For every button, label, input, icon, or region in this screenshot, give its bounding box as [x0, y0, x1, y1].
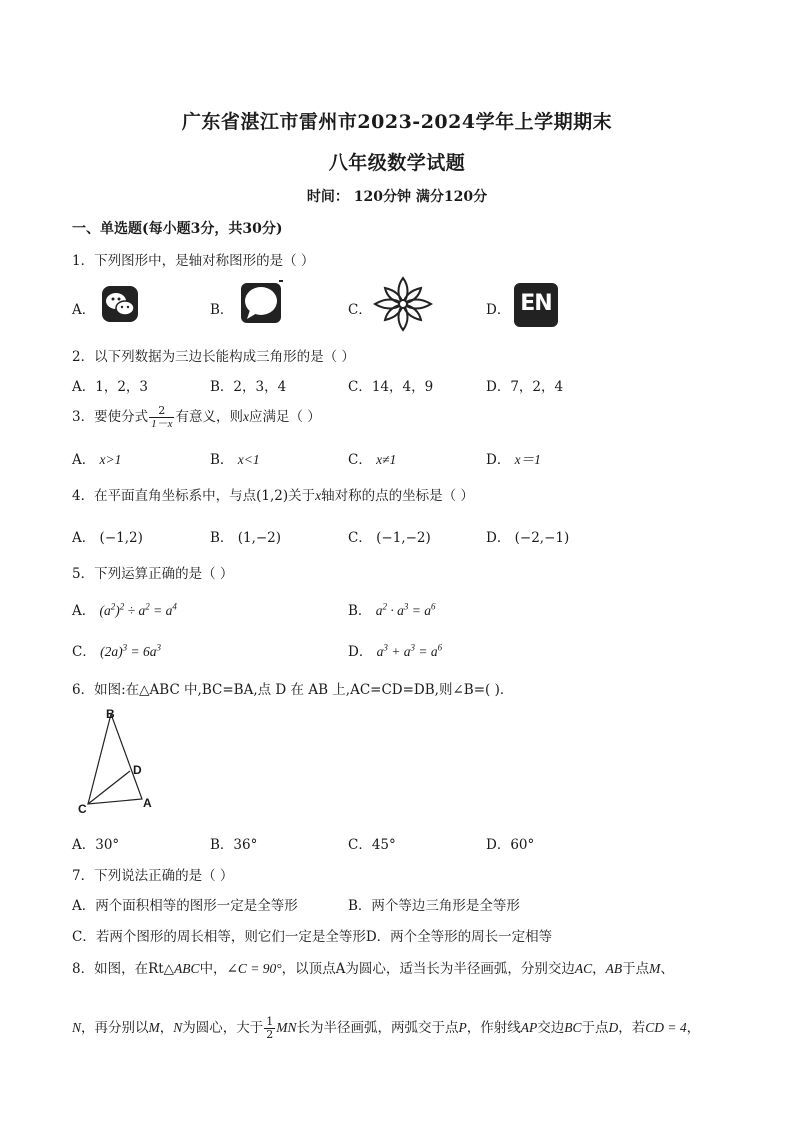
q4-option-b	[210, 526, 281, 546]
q4-option-c-letter: C．	[348, 530, 372, 546]
q6-option-d: D．60°	[486, 837, 535, 853]
q1-option-c: C．	[348, 302, 372, 318]
q2-stem: 2．以下列数据为三边长能构成三角形的是（ ）	[72, 349, 355, 365]
q8-l2-q: CD = 4	[645, 1020, 687, 1035]
q1-stem: 1．下列图形中，是轴对称图形的是（ ）	[72, 253, 315, 269]
q4-option-b-math: (1,−2)	[237, 530, 282, 546]
q4-option-c-math: (−1,−2)	[376, 530, 431, 546]
q8-l2-l: 交边	[537, 1020, 565, 1036]
section-title: 一、单选题(每小题3分，共30分)	[72, 221, 283, 237]
q3-fraction	[149, 405, 174, 430]
en-icon-text: EN	[520, 291, 552, 316]
q3-stem	[72, 405, 321, 430]
q2-option-b: B．2，3，4	[210, 379, 287, 395]
q3-frac-num: 2	[149, 405, 174, 418]
q3-stem-mid: 有意义，则	[175, 409, 243, 425]
q5-option-d-math: $a^3 + a^3 = a^6$	[376, 642, 443, 659]
q8-fraction	[264, 1016, 275, 1041]
q5-option-c-math: $(2a)^3 = 6a^3$	[100, 642, 162, 659]
q8-l2-c: M	[148, 1020, 160, 1035]
exam-subtitle: 八年级数学试题	[328, 152, 466, 174]
q4-option-a	[72, 526, 143, 546]
q1-option-b: B．	[210, 302, 234, 318]
label-a: A	[143, 796, 152, 810]
q3-stem-pre: 3．要使分式	[72, 409, 149, 425]
q5-option-c	[72, 640, 161, 660]
q5-option-d	[348, 640, 442, 660]
q8-l2-i: P	[458, 1020, 467, 1035]
q8-l2-b: ，再分别以	[81, 1020, 149, 1036]
q8-l2-d: ，	[159, 1020, 174, 1036]
q8-l1-h: AB	[605, 961, 623, 976]
q3-option-b-letter: B．	[210, 452, 234, 468]
q8-l2-e: N	[173, 1020, 183, 1035]
q4-option-c	[348, 526, 431, 546]
q4-stem-pre: 4．在平面直角坐标系中，与点	[72, 488, 257, 504]
q2-option-c: C．14，4，9	[348, 379, 434, 395]
q5-option-a	[72, 599, 177, 619]
q5-option-a-letter: A．	[72, 603, 96, 619]
q8-l2-r: ，	[686, 1020, 701, 1036]
q8-l2-m: BC	[564, 1020, 582, 1035]
q3-var: x	[242, 409, 249, 424]
q8-line2	[72, 1016, 700, 1041]
q4-option-a-math: (−1,2)	[99, 530, 143, 546]
exam-meta: 时间： 120分钟 满分120分	[306, 189, 488, 205]
q3-option-b	[210, 448, 260, 468]
q8-l1-e: ，以顶点A为圆心，适当长为半径画弧，分别交边	[281, 961, 575, 977]
q8-frac-den: 2	[266, 1028, 274, 1041]
q3-frac-den: 1－x	[151, 418, 173, 430]
q8-l2-h: 长为半径画弧，两弧交于点	[296, 1020, 459, 1036]
q2-option-d: D．7，2，4	[486, 379, 564, 395]
chat-bubble-icon	[238, 280, 284, 326]
q3-option-d	[486, 448, 541, 468]
q3-option-c	[348, 448, 396, 468]
q8-l1-c: 中，	[199, 961, 227, 977]
q8-l2-f: 为圆心，大于	[182, 1020, 264, 1036]
q8-l1-j: M	[649, 961, 661, 976]
q8-l2-n: 于点	[581, 1020, 609, 1036]
q5-option-d-letter: D．	[348, 644, 373, 660]
q5-option-b	[348, 599, 435, 619]
q7-stem: 7．下列说法正确的是（ ）	[72, 868, 234, 884]
q8-l1-b: ABC	[174, 961, 200, 976]
q8-l1-f: AC	[574, 961, 593, 976]
q5-stem: 5．下列运算正确的是（ ）	[72, 566, 234, 582]
q8-l1-a: 8．如图，在Rt△	[72, 961, 175, 977]
q4-option-a-letter: A．	[72, 530, 96, 546]
q8-line1	[72, 957, 674, 977]
q5-option-c-letter: C．	[72, 644, 96, 660]
q5-option-b-letter: B．	[348, 603, 372, 619]
q3-stem-post: 应满足（ ）	[248, 409, 321, 425]
q4-option-b-letter: B．	[210, 530, 234, 546]
q5-option-a-math: $(a^2)^2 \div a^2 = a^4$	[99, 601, 177, 618]
q3-option-a	[72, 448, 121, 468]
q3-option-b-math: x<1	[237, 452, 260, 467]
q6-option-a: A．30°	[72, 837, 120, 853]
q5-option-b-math: $a^2 \cdot a^3 = a^6$	[375, 601, 436, 618]
en-icon	[514, 283, 558, 327]
q7-option-c	[72, 925, 552, 945]
q6-stem: 6．如图:在△ABC 中,BC=BA,点 D 在 AB 上,AC=CD=DB,则∠B=( )．	[72, 682, 514, 698]
q8-l2-j: ，作射线	[466, 1020, 521, 1036]
wechat-icon	[100, 284, 140, 324]
q8-l1-g: ，	[592, 961, 606, 977]
q3-option-c-math: x≠1	[376, 452, 397, 467]
q4-var: x	[315, 488, 322, 503]
q8-l1-k: 、	[660, 961, 674, 977]
exam-title: 广东省湛江市雷州市2023-2024学年上学期期末	[181, 111, 613, 133]
q2-option-a: A．1，2，3	[72, 379, 149, 395]
q6-option-b: B．36°	[210, 837, 258, 853]
q4-option-d	[486, 526, 569, 546]
q3-option-d-math: x＝1	[514, 452, 541, 467]
q3-option-a-math: x>1	[99, 452, 122, 467]
q7-option-a: A．两个面积相等的图形一定是全等形	[72, 898, 298, 914]
q7-option-b: B．两个等边三角形是全等形	[348, 898, 520, 914]
q8-l2-k: AP	[520, 1020, 538, 1035]
label-d: D	[133, 763, 142, 777]
q8-l2-o: D	[608, 1020, 619, 1035]
q4-option-d-math: (−2,−1)	[514, 530, 570, 546]
q7-option-c-text: C．若两个图形的周长相等，则它们一定是全等形	[72, 929, 366, 945]
q8-l2-g: MN	[276, 1020, 297, 1035]
q8-l1-d: ∠C = 90°	[226, 961, 282, 976]
q8-l1-i: 于点	[622, 961, 650, 977]
q8-frac-num: 1	[266, 1015, 274, 1028]
q4-stem	[72, 484, 474, 504]
label-b: B	[106, 707, 115, 721]
q6-option-c: C．45°	[348, 837, 396, 853]
q7-option-d: D．两个全等形的周长一定相等	[365, 929, 553, 945]
q4-stem-post: 轴对称的点的坐标是（ ）	[321, 488, 474, 504]
q3-option-d-letter: D．	[486, 452, 511, 468]
q4-stem-mid: 关于	[288, 488, 316, 504]
q4-option-d-letter: D．	[486, 530, 511, 546]
q3-option-a-letter: A．	[72, 452, 96, 468]
q4-point: (1,2)	[256, 488, 289, 504]
q1-option-d: D．	[486, 302, 511, 318]
q3-option-c-letter: C．	[348, 452, 372, 468]
q8-l2-a: N	[72, 1020, 82, 1035]
flower-icon	[372, 276, 434, 332]
q1-option-a: A．	[72, 302, 96, 318]
q8-l2-p: ，若	[618, 1020, 646, 1036]
label-c: C	[78, 802, 87, 816]
